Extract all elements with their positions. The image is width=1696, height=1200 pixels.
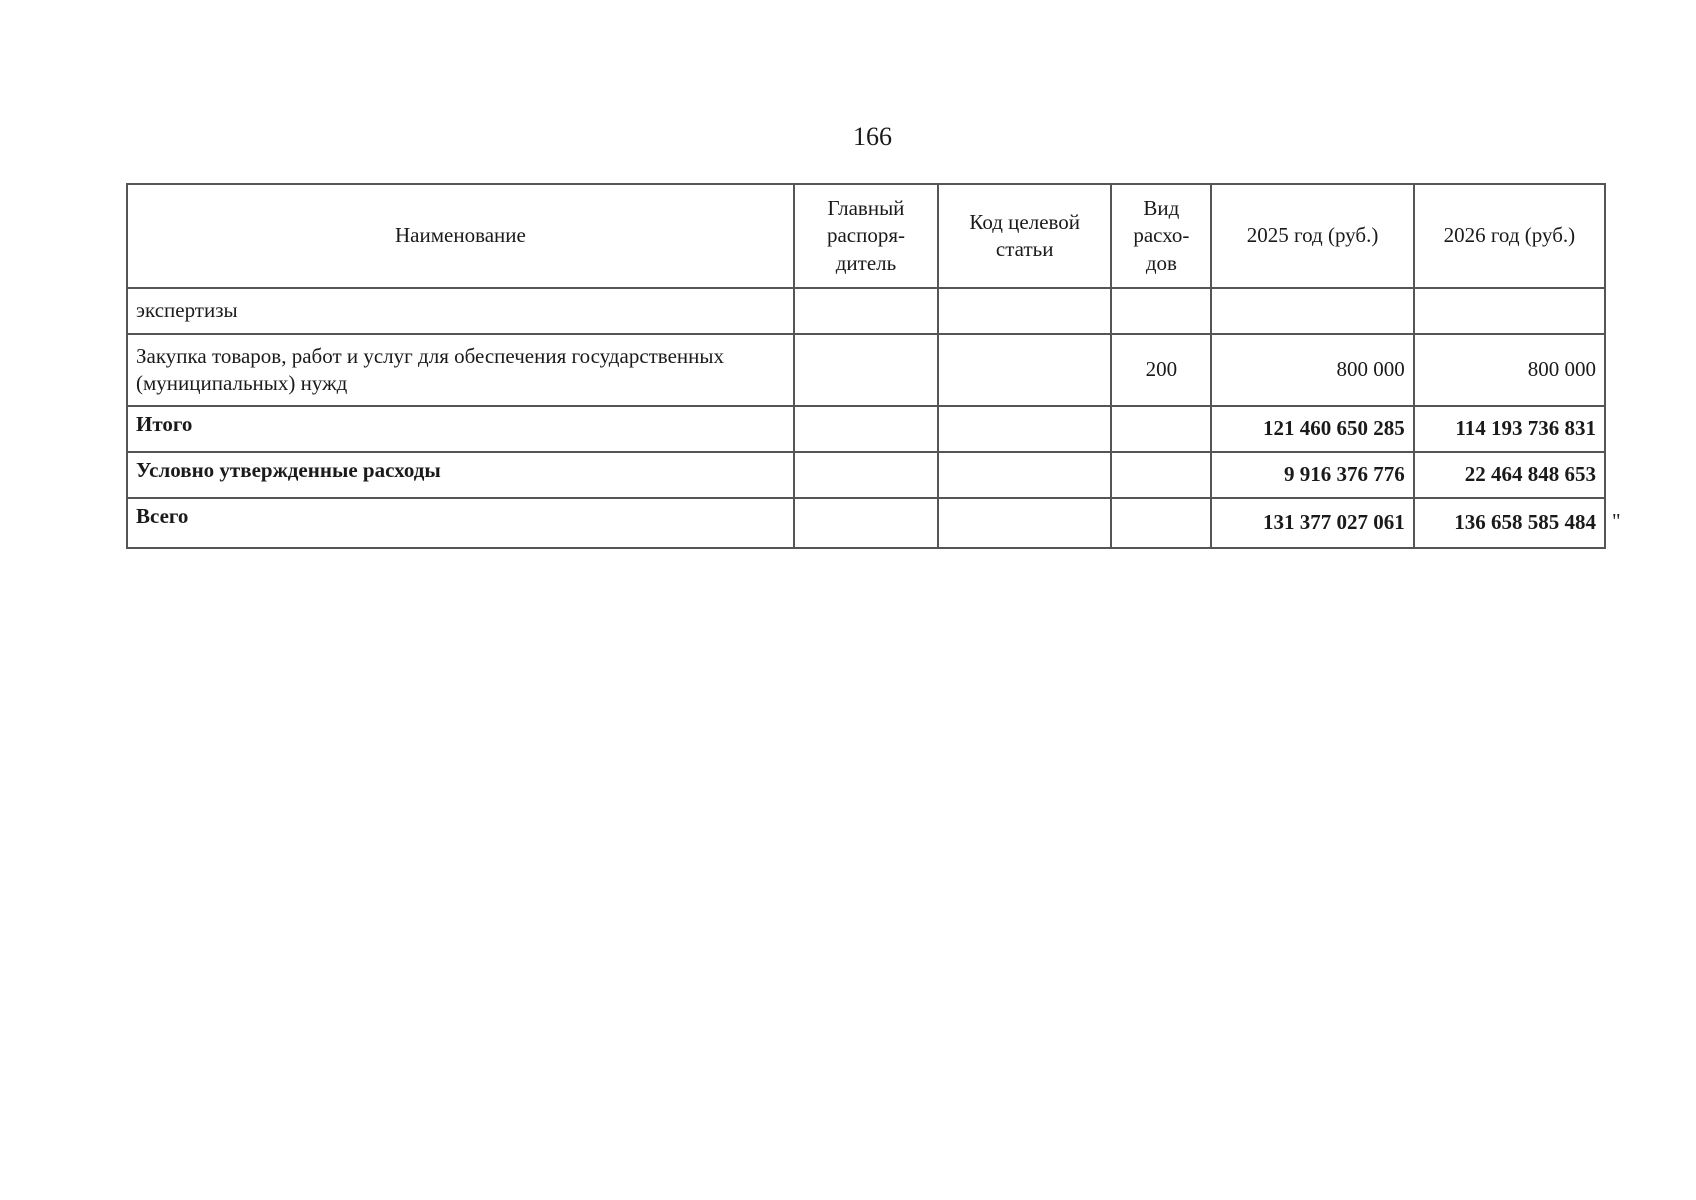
table-row: [127, 334, 1605, 406]
row-target-code: [938, 406, 1111, 452]
header-name: Наименование: [127, 184, 794, 288]
row-year-2025: 121 460 650 285: [1211, 406, 1413, 452]
row-expense-type: [1111, 498, 1211, 548]
row-year-2026: 136 658 585 484: [1414, 498, 1605, 548]
row-expense-type: [1111, 288, 1211, 334]
row-year-2026: 800 000: [1414, 334, 1605, 406]
row-year-2026: 22 464 848 653: [1414, 452, 1605, 498]
budget-table: [126, 183, 1606, 549]
header-target-code: Код целевой статьи: [938, 184, 1111, 288]
row-name: Итого: [127, 406, 794, 452]
table-row-total: [127, 406, 1605, 452]
table-row-grand-total: [127, 498, 1605, 548]
row-year-2025: 9 916 376 776: [1211, 452, 1413, 498]
row-expense-type: [1111, 452, 1211, 498]
row-expense-type: [1111, 406, 1211, 452]
row-expense-type: 200: [1111, 334, 1211, 406]
row-main-manager: [794, 452, 938, 498]
header-expense-type: Вид расхо-дов: [1111, 184, 1211, 288]
row-year-2025: 800 000: [1211, 334, 1413, 406]
header-main-manager: Главный распоря-дитель: [794, 184, 938, 288]
row-main-manager: [794, 288, 938, 334]
table-row: [127, 288, 1605, 334]
row-target-code: [938, 498, 1111, 548]
closing-quote: ": [1612, 509, 1621, 533]
row-name: экспертизы: [127, 288, 794, 334]
row-main-manager: [794, 406, 938, 452]
row-main-manager: [794, 334, 938, 406]
row-name: Всего: [127, 498, 794, 548]
row-name: Закупка товаров, работ и услуг для обеспечения государственных (муниципальных) нужд: [127, 334, 794, 406]
table-header-row: [127, 184, 1605, 288]
row-target-code: [938, 288, 1111, 334]
row-target-code: [938, 452, 1111, 498]
header-year-2025: 2025 год (руб.): [1211, 184, 1413, 288]
row-year-2025: [1211, 288, 1413, 334]
row-year-2025: 131 377 027 061: [1211, 498, 1413, 548]
row-name: Условно утвержденные расходы: [127, 452, 794, 498]
page-number: 166: [853, 122, 892, 151]
row-year-2026: 114 193 736 831: [1414, 406, 1605, 452]
row-main-manager: [794, 498, 938, 548]
header-year-2026: 2026 год (руб.): [1414, 184, 1605, 288]
row-year-2026: [1414, 288, 1605, 334]
row-target-code: [938, 334, 1111, 406]
table-row-conditional: [127, 452, 1605, 498]
